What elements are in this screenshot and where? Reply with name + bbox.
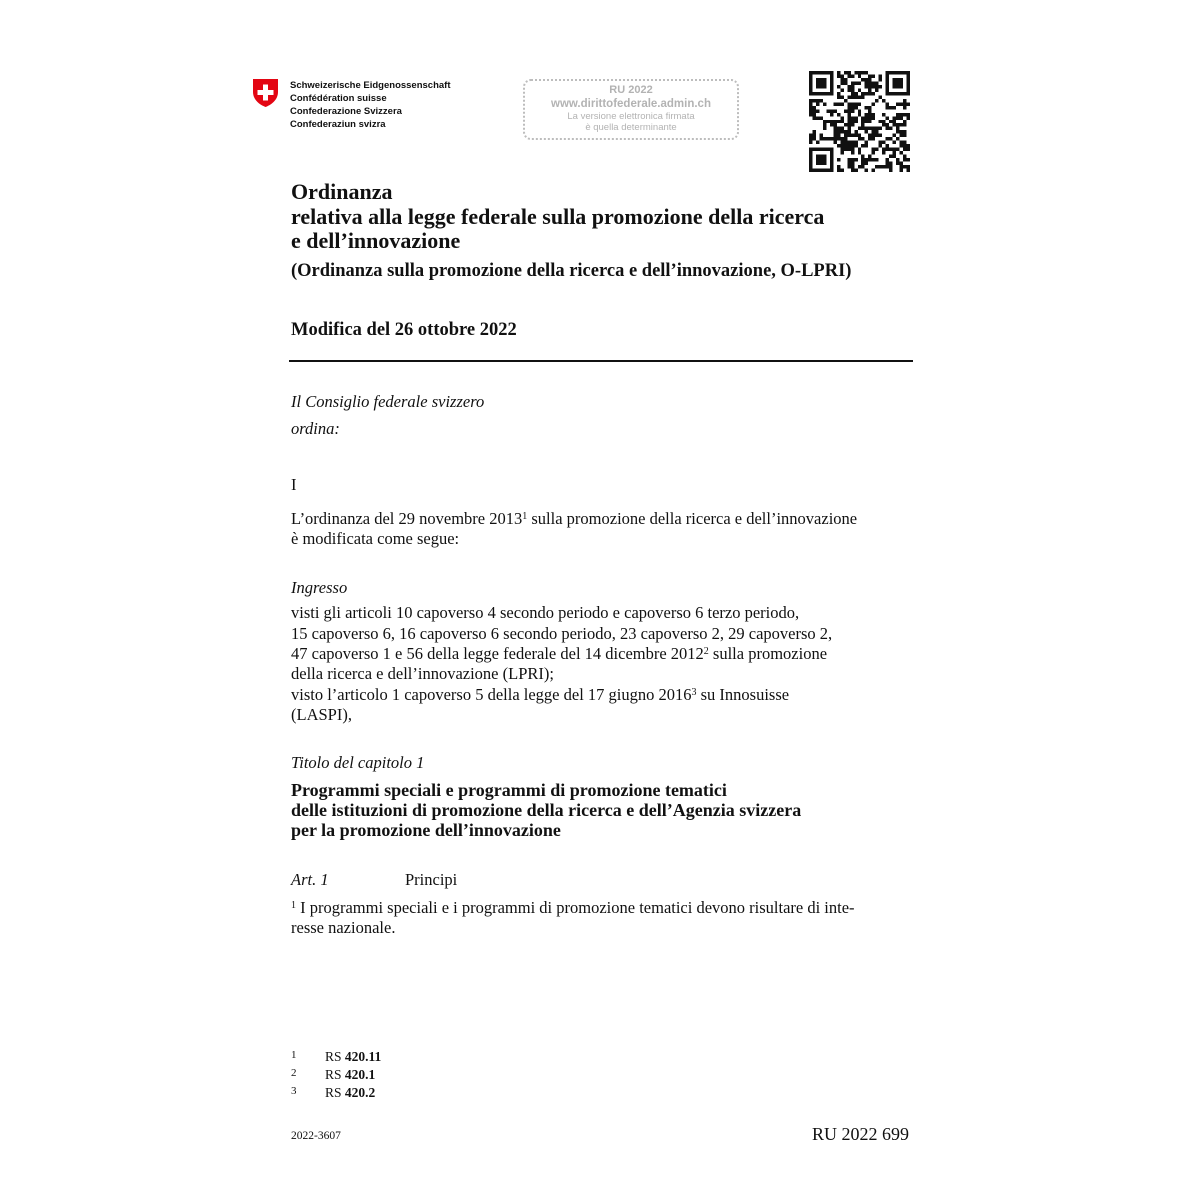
stamp-note-1: La versione elettronica firmata <box>567 111 695 122</box>
footnote-2 <box>291 1065 381 1083</box>
ingresso-line-4: della ricerca e dell’innovazione (LPRI); <box>291 664 554 683</box>
footnote-ref-3[interactable]: 3 <box>691 687 697 698</box>
ingresso-line-1: visti gli articoli 10 capoverso 4 secondo periodo e capoverso 6 terzo periodo, <box>291 603 800 622</box>
footnote-prefix: RS <box>325 1067 345 1082</box>
ingresso-line-3 <box>291 644 827 664</box>
stamp-note-2: è quella determinante <box>585 122 677 133</box>
swiss-coat-of-arms-logo <box>252 78 279 108</box>
confederation-name-rm: Confederaziun svizra <box>290 119 386 130</box>
ingresso-line-3-b: sulla promozione <box>708 644 828 663</box>
chapter-title-line-3: per la promozione dell’innovazione <box>291 820 561 840</box>
footnote-number: 1 <box>291 1049 297 1061</box>
ingresso-line-6: (LASPI), <box>291 705 352 724</box>
chapter-title <box>291 780 801 840</box>
article-title: Principi <box>405 870 458 889</box>
footnote-ref-1[interactable]: 1 <box>522 511 528 522</box>
footnote-3 <box>291 1083 381 1101</box>
confederation-name-de: Schweizerische Eidgenossenschaft <box>290 80 451 91</box>
section-intro-line-1 <box>291 509 857 529</box>
stamp-url[interactable]: www.dirittofederale.admin.ch <box>551 98 711 110</box>
ingresso-line-2: 15 capoverso 6, 16 capoverso 6 secondo periodo, 23 capoverso 2, 29 capoverso 2, <box>291 624 833 643</box>
footnote-ref-2[interactable]: 2 <box>703 646 709 657</box>
chapter-title-line-1: Programmi speciali e programmi di promozione tematici <box>291 780 727 800</box>
chapter-title-line-2: delle istituzioni di promozione della ricerca e dell’Agenzia svizzera <box>291 800 802 820</box>
footnote-ref[interactable]: 420.1 <box>344 1067 376 1082</box>
article-number: Art. 1 <box>291 870 329 889</box>
qr-code-icon <box>809 71 910 172</box>
section-intro-text-a: L’ordinanza del 29 novembre 2013 <box>291 509 523 528</box>
footnote-prefix: RS <box>325 1085 345 1100</box>
footnote-number: 3 <box>291 1085 297 1097</box>
preamble-verb: ordina: <box>291 419 340 438</box>
title-divider <box>289 360 913 362</box>
ingresso-line-3-a: 47 capoverso 1 e 56 della legge federale del 14 dicembre 2012 <box>291 644 704 663</box>
document-subtitle: (Ordinanza sulla promozione della ricerca e dell’innovazione, O-LPRI) <box>291 261 852 281</box>
electronic-version-stamp <box>523 79 739 140</box>
modification-date: Modifica del 26 ottobre 2022 <box>291 320 517 340</box>
document-title <box>291 180 824 254</box>
chapter-label: Titolo del capitolo 1 <box>291 753 425 772</box>
title-line-2: relativa alla legge federale sulla promozione della ricerca <box>291 203 825 229</box>
section-intro-line-2: è modificata come segue: <box>291 529 460 548</box>
title-line-3: e dell’innovazione <box>291 228 461 253</box>
preamble-authority: Il Consiglio federale svizzero <box>291 392 485 411</box>
footnote-ref[interactable]: 420.11 <box>344 1049 382 1064</box>
confederation-names <box>290 79 451 131</box>
footnote-number: 2 <box>291 1067 297 1079</box>
article-paragraph-line-2: resse nazionale. <box>291 918 396 937</box>
footnotes <box>291 1047 381 1101</box>
confederation-name-it: Confederazione Svizzera <box>290 106 402 117</box>
ingresso-heading: Ingresso <box>291 578 348 597</box>
footnote-1 <box>291 1047 381 1065</box>
footnote-prefix: RS <box>325 1049 345 1064</box>
ingresso-line-5-b: su Innosuisse <box>696 685 790 704</box>
ingresso-line-5-a: visto l’articolo 1 capoverso 5 della legge del 17 giugno 2016 <box>291 685 692 704</box>
section-intro-text-b: sulla promozione della ricerca e dell’innovazione <box>527 509 858 528</box>
confederation-name-fr: Confédération suisse <box>290 93 387 104</box>
paragraph-number: 1 <box>291 900 296 911</box>
footnote-ref[interactable]: 420.2 <box>344 1085 376 1100</box>
ingresso-line-5 <box>291 685 789 705</box>
section-roman-numeral: I <box>291 475 297 494</box>
title-line-1: Ordinanza <box>291 179 393 204</box>
article-paragraph-text-1: I programmi speciali e i programmi di promozione tematici devono risultare di inte- <box>296 898 855 917</box>
ru-reference: RU 2022 699 <box>811 1124 909 1144</box>
document-number: 2022-3607 <box>291 1130 341 1142</box>
stamp-ru: RU 2022 <box>609 84 653 96</box>
article-paragraph-line-1 <box>291 898 855 918</box>
